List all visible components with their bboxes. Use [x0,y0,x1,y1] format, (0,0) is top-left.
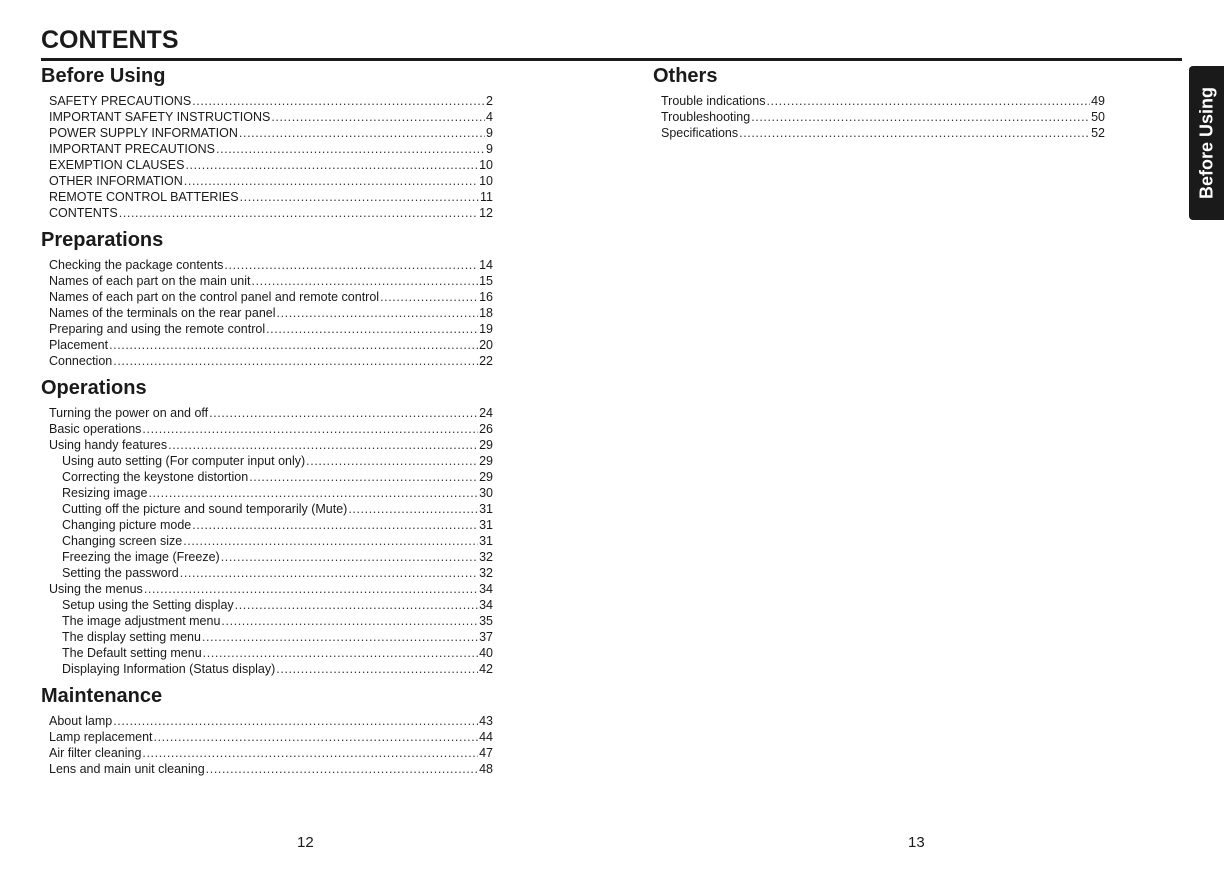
toc-page-number: 42 [479,662,493,676]
toc-page-number: 50 [1091,110,1105,124]
toc-entry[interactable] [41,109,493,125]
toc-page-number: 19 [479,322,493,336]
dot-leader [739,125,1090,141]
toc-entry[interactable] [41,421,493,437]
toc-entry[interactable] [41,125,493,141]
toc-entry-label: Using the menus [49,582,143,596]
toc-subentry[interactable] [41,661,493,677]
toc-entry-label: Changing picture mode [62,518,192,532]
toc-entry-label: Using handy features [49,438,168,452]
toc-subentry[interactable] [41,629,493,645]
toc-section [41,64,493,221]
dot-leader [239,125,485,141]
dot-leader [380,289,478,305]
toc-page-number: 9 [486,126,493,140]
toc-subentry[interactable] [41,453,493,469]
page-number-right: 13 [908,834,925,851]
toc-entry[interactable] [41,713,493,729]
toc-subentry[interactable] [41,597,493,613]
toc-entry-label: The display setting menu [62,630,201,644]
dot-leader [119,205,478,221]
dot-leader [192,93,485,109]
toc-entry-label: Basic operations [49,422,142,436]
toc-page-number: 32 [479,566,493,580]
toc-subentry[interactable] [41,533,493,549]
toc-entry[interactable] [41,729,493,745]
toc-entry-label: Names of each part on the control panel and remote control [49,290,380,304]
toc-page-number: 12 [479,206,493,220]
dot-leader [266,321,478,337]
toc-entry[interactable] [41,257,493,273]
toc-page-number: 15 [479,274,493,288]
toc-page-number: 26 [479,422,493,436]
dot-leader [235,597,478,613]
dot-leader [206,761,478,777]
toc-page-number: 47 [479,746,493,760]
toc-entry-label: CONTENTS [49,206,118,220]
toc-entry[interactable] [41,437,493,453]
toc-entry[interactable] [653,125,1105,141]
toc-page-number: 44 [479,730,493,744]
toc-page-number: 29 [479,470,493,484]
toc-entry[interactable] [41,581,493,597]
toc-page-number: 34 [479,582,493,596]
toc-page-number: 10 [479,174,493,188]
toc-page-number: 14 [479,258,493,272]
toc-entry-label: Names of each part on the main unit [49,274,251,288]
dot-leader [184,173,478,189]
dot-leader [271,109,485,125]
dot-leader [154,729,479,745]
toc-page-number: 37 [479,630,493,644]
toc-page-number: 29 [479,454,493,468]
toc-page-number: 31 [479,518,493,532]
dot-leader [203,645,478,661]
dot-leader [221,613,478,629]
page-title: CONTENTS [41,26,179,54]
toc-entry-label: Troubleshooting [661,110,751,124]
dot-leader [216,141,485,157]
dot-leader [142,745,478,761]
section-heading: Maintenance [41,685,163,707]
toc-entry-label: Air filter cleaning [49,746,142,760]
toc-subentry[interactable] [41,469,493,485]
toc-subentry[interactable] [41,485,493,501]
dot-leader [180,565,478,581]
dot-leader [252,273,479,289]
toc-entry-label: About lamp [49,714,113,728]
toc-entry[interactable] [41,353,493,369]
toc-page-number: 2 [486,94,493,108]
toc-entry-label: Setting the password [62,566,179,580]
toc-page-number: 34 [479,598,493,612]
toc-entry[interactable] [41,157,493,173]
toc-entry-label: The image adjustment menu [62,614,221,628]
dot-leader [766,93,1090,109]
toc-page-number: 10 [479,158,493,172]
toc-entry-label: Resizing image [62,486,148,500]
side-tab-label: Before Using [1196,86,1216,200]
section-heading: Preparations [41,229,164,251]
toc-page-number: 18 [479,306,493,320]
toc-page-number: 29 [479,438,493,452]
toc-entry[interactable] [41,93,493,109]
toc-page-number: 31 [479,534,493,548]
toc-page-number: 49 [1091,94,1105,108]
dot-leader [142,421,478,437]
toc-entry-label: Trouble indications [661,94,766,108]
toc-page-number: 9 [486,142,493,156]
toc-entry-label: Lamp replacement [49,730,153,744]
toc-entry-label: Using auto setting (For computer input only) [62,454,306,468]
page-number-left: 12 [297,834,314,851]
dot-leader [277,305,479,321]
section-heading: Others [653,65,718,87]
dot-leader [348,501,478,517]
dot-leader [144,581,478,597]
toc-entry[interactable] [41,141,493,157]
toc-entry[interactable] [41,205,493,221]
toc-entry-label: Preparing and using the remote control [49,322,266,336]
dot-leader [240,189,479,205]
dot-leader [192,517,478,533]
toc-page-number: 11 [480,190,493,204]
toc-entry-label: Placement [49,338,109,352]
toc-entry-label: The Default setting menu [62,646,202,660]
section-heading: Operations [41,377,147,399]
dot-leader [168,437,478,453]
toc-section [653,64,1105,141]
dot-leader [148,485,478,501]
toc-subentry[interactable] [41,501,493,517]
toc-entry-label: IMPORTANT PRECAUTIONS [49,142,215,156]
toc-entry[interactable] [653,93,1105,109]
toc-subentry[interactable] [41,565,493,581]
section-heading: Before Using [41,65,166,87]
toc-page-number: 52 [1091,126,1105,140]
toc-page-number: 32 [479,550,493,564]
toc-page-number: 43 [479,714,493,728]
toc-entry[interactable] [41,273,493,289]
toc-entry-label: Turning the power on and off [49,406,209,420]
toc-entry-label: Checking the package contents [49,258,224,272]
toc-subentry[interactable] [41,517,493,533]
contents-right-column [653,64,1105,141]
toc-entry-label: Displaying Information (Status display) [62,662,276,676]
toc-page-number: 16 [479,290,493,304]
toc-entry-label: Lens and main unit cleaning [49,762,205,776]
toc-page-number: 35 [479,614,493,628]
toc-entry-label: POWER SUPPLY INFORMATION [49,126,238,140]
toc-section [41,684,493,777]
toc-entry[interactable] [41,745,493,761]
toc-entry[interactable] [41,337,493,353]
toc-entry-label: SAFETY PRECAUTIONS [49,94,192,108]
toc-section [41,376,493,677]
toc-entry-label: Setup using the Setting display [62,598,234,612]
toc-entry-label: OTHER INFORMATION [49,174,183,188]
toc-page-number: 22 [479,354,493,368]
toc-page-number: 48 [479,762,493,776]
toc-entry-label: Changing screen size [62,534,183,548]
toc-entry-label: Names of the terminals on the rear panel [49,306,276,320]
toc-entry-label: REMOTE CONTROL BATTERIES [49,190,239,204]
dot-leader [113,353,478,369]
toc-page-number: 4 [486,110,493,124]
toc-page-number: 30 [479,486,493,500]
toc-page-number: 24 [479,406,493,420]
toc-entry-label: Specifications [661,126,739,140]
toc-entry-label: Freezing the image (Freeze) [62,550,220,564]
toc-entry[interactable] [41,761,493,777]
dot-leader [109,337,478,353]
toc-entry-label: Connection [49,354,113,368]
toc-entry-label: Cutting off the picture and sound temporarily (Mute) [62,502,348,516]
dot-leader [249,469,478,485]
dot-leader [306,453,478,469]
toc-entry[interactable] [41,173,493,189]
toc-entry[interactable] [41,321,493,337]
toc-entry-label: Correcting the keystone distortion [62,470,249,484]
toc-entry-label: IMPORTANT SAFETY INSTRUCTIONS [49,110,271,124]
dot-leader [276,661,478,677]
toc-subentry[interactable] [41,613,493,629]
toc-entry-label: EXEMPTION CLAUSES [49,158,185,172]
dot-leader [224,257,478,273]
toc-page-number: 40 [479,646,493,660]
toc-entry[interactable] [41,189,493,205]
toc-entry[interactable] [41,305,493,321]
title-rule [41,58,1182,61]
toc-page-number: 20 [479,338,493,352]
toc-page-number: 31 [479,502,493,516]
dot-leader [202,629,478,645]
contents-left-column [41,64,493,777]
dot-leader [209,405,478,421]
dot-leader [751,109,1090,125]
dot-leader [185,157,478,173]
toc-entry[interactable] [41,405,493,421]
dot-leader [113,713,478,729]
toc-section [41,228,493,369]
toc-subentry[interactable] [41,549,493,565]
toc-entry[interactable] [41,289,493,305]
side-tab [1189,66,1224,220]
toc-entry[interactable] [653,109,1105,125]
dot-leader [183,533,478,549]
toc-subentry[interactable] [41,645,493,661]
dot-leader [221,549,478,565]
